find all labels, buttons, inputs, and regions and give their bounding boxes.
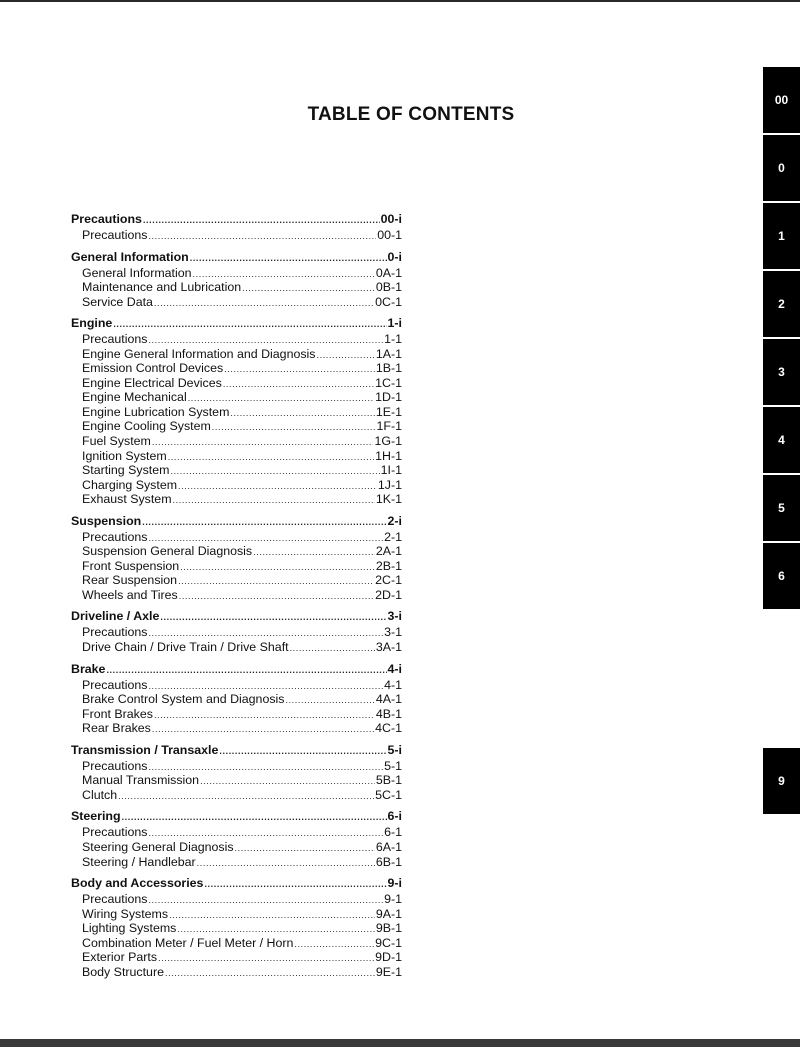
- entry-title: Brake Control System and Diagnosis: [82, 692, 285, 707]
- toc-entry[interactable]: [71, 950, 402, 965]
- dot-leader: [113, 317, 386, 332]
- entry-page-number: 2B-1: [375, 558, 402, 573]
- entry-page-number: 1J-1: [377, 477, 402, 492]
- entry-title: Emission Control Devices: [82, 361, 224, 376]
- entry-page-number: 4B-1: [375, 706, 402, 721]
- toc-entry[interactable]: [71, 463, 402, 478]
- dot-leader: [178, 479, 377, 494]
- entry-page-number: 9B-1: [375, 921, 402, 936]
- section-tab-00[interactable]: 00: [763, 67, 800, 133]
- section-page-number: 4-i: [387, 661, 402, 676]
- toc-entry[interactable]: [71, 332, 402, 347]
- entry-page-number: 1E-1: [375, 404, 402, 419]
- section-tab-3[interactable]: 3: [763, 339, 800, 405]
- entry-page-number: 9C-1: [375, 935, 402, 950]
- toc-entry[interactable]: [71, 825, 402, 840]
- entry-page-number: 1A-1: [375, 346, 402, 361]
- entry-title: Precautions: [82, 529, 148, 544]
- toc-entry[interactable]: [71, 892, 402, 907]
- toc-section-heading[interactable]: [71, 316, 402, 331]
- entry-page-number: 3-1: [384, 625, 402, 640]
- toc-entry[interactable]: [71, 707, 402, 722]
- entry-page-number: 2-1: [384, 529, 402, 544]
- entry-page-number: 9E-1: [375, 964, 402, 979]
- toc-entry[interactable]: [71, 965, 402, 980]
- entry-title: Engine Mechanical: [82, 390, 187, 405]
- entry-title: Suspension General Diagnosis: [82, 544, 253, 559]
- toc-entry[interactable]: [71, 855, 402, 870]
- entry-page-number: 2A-1: [375, 544, 402, 559]
- toc-section-heading[interactable]: [71, 250, 402, 265]
- dot-leader: [180, 560, 375, 575]
- entry-page-number: 6B-1: [375, 854, 402, 869]
- dot-leader: [148, 679, 383, 694]
- dot-leader: [154, 296, 374, 311]
- entry-title: Wheels and Tires: [82, 587, 178, 602]
- entry-page-number: 1K-1: [375, 492, 402, 507]
- entry-title: Manual Transmission: [82, 773, 200, 788]
- dot-leader: [168, 450, 374, 465]
- section-tab-0[interactable]: 0: [763, 135, 800, 201]
- toc-entry[interactable]: [71, 266, 402, 281]
- section-page-number: 6-i: [387, 809, 402, 824]
- section-title: Brake: [71, 661, 106, 676]
- section-title: Engine: [71, 316, 113, 331]
- toc-entry[interactable]: [71, 588, 402, 603]
- section-page-number: 9-i: [387, 876, 402, 891]
- dot-leader: [152, 435, 374, 450]
- toc-entry[interactable]: [71, 640, 402, 655]
- section-tab-4[interactable]: 4: [763, 407, 800, 473]
- dot-leader: [230, 406, 374, 421]
- entry-page-number: 9D-1: [375, 950, 402, 965]
- toc-entry[interactable]: [71, 347, 402, 362]
- dot-leader: [235, 841, 375, 856]
- dot-leader: [204, 877, 386, 892]
- entry-title: Rear Suspension: [82, 573, 178, 588]
- entry-title: Precautions: [82, 332, 148, 347]
- entry-title: Precautions: [82, 892, 148, 907]
- section-title: Precautions: [71, 212, 142, 226]
- dot-leader: [148, 893, 383, 908]
- section-page-number: 2-i: [387, 513, 402, 528]
- entry-title: Service Data: [82, 294, 153, 309]
- toc-section-body-and-accessories: [71, 876, 402, 979]
- toc-section-engine: [71, 316, 402, 507]
- entry-title: Engine Lubrication System: [82, 404, 230, 419]
- dot-leader: [142, 515, 386, 530]
- entry-title: Starting System: [82, 463, 170, 478]
- entry-page-number: 0A-1: [375, 265, 402, 280]
- toc-entry[interactable]: [71, 492, 402, 507]
- entry-page-number: 1H-1: [375, 448, 402, 463]
- entry-page-number: 2C-1: [375, 573, 402, 588]
- entry-title: Steering General Diagnosis: [82, 839, 234, 854]
- toc-section-heading[interactable]: [71, 809, 402, 824]
- dot-leader: [188, 391, 374, 406]
- bottom-border: [0, 1039, 800, 1047]
- dot-leader: [224, 362, 375, 377]
- toc-entry[interactable]: [71, 478, 402, 493]
- dot-leader: [193, 267, 375, 282]
- entry-page-number: 5C-1: [375, 787, 402, 802]
- entry-title: Combination Meter / Fuel Meter / Horn: [82, 935, 294, 950]
- entry-title: Front Suspension: [82, 558, 180, 573]
- dot-leader: [122, 810, 387, 825]
- section-tab-1[interactable]: 1: [763, 203, 800, 269]
- toc-section-heading[interactable]: [71, 514, 402, 529]
- toc-entry[interactable]: [71, 573, 402, 588]
- entry-page-number: 4-1: [384, 677, 402, 692]
- dot-leader: [197, 856, 375, 871]
- dot-leader: [154, 708, 375, 723]
- toc-entry[interactable]: [71, 419, 402, 434]
- dot-leader: [190, 251, 387, 266]
- page-title: TABLE OF CONTENTS: [307, 104, 515, 125]
- dot-leader: [200, 774, 375, 789]
- dot-leader: [177, 922, 374, 937]
- toc-section-precautions: [71, 212, 402, 243]
- dot-leader: [148, 760, 383, 775]
- dot-leader: [106, 663, 386, 678]
- toc-section-transmission-transaxle: [71, 743, 402, 803]
- entry-title: Precautions: [82, 228, 148, 242]
- entry-title: Precautions: [82, 625, 148, 640]
- section-page-number: 1-i: [387, 316, 402, 331]
- toc-entry[interactable]: [71, 721, 402, 736]
- entry-page-number: 2D-1: [375, 587, 402, 602]
- entry-title: Drive Chain / Drive Train / Drive Shaft: [82, 640, 289, 655]
- entry-page-number: 6A-1: [375, 839, 402, 854]
- dot-leader: [290, 641, 375, 656]
- toc-section-steering: [71, 809, 402, 869]
- entry-title: Exterior Parts: [82, 950, 158, 965]
- entry-page-number: 1B-1: [375, 361, 402, 376]
- section-title: Suspension: [71, 513, 142, 528]
- toc-entry[interactable]: [71, 228, 402, 243]
- toc-section-heading[interactable]: [71, 876, 402, 891]
- dot-leader: [242, 281, 375, 296]
- toc-entry[interactable]: [71, 405, 402, 420]
- entry-page-number: 00-1: [377, 228, 402, 242]
- entry-title: Front Brakes: [82, 706, 153, 721]
- toc-entry[interactable]: [71, 773, 402, 788]
- toc-entry[interactable]: [71, 280, 402, 295]
- dot-leader: [178, 574, 374, 589]
- toc-entry[interactable]: [71, 361, 402, 376]
- entry-title: Engine Electrical Devices: [82, 375, 222, 390]
- dot-leader: [148, 826, 383, 841]
- entry-title: General Information: [82, 265, 192, 280]
- entry-page-number: 1G-1: [374, 434, 402, 449]
- toc-section-heading[interactable]: [71, 609, 402, 624]
- entry-page-number: 5B-1: [375, 773, 402, 788]
- section-title: Driveline / Axle: [71, 609, 160, 624]
- entry-title: Exhaust System: [82, 492, 172, 507]
- toc-section-heading[interactable]: [71, 212, 402, 227]
- entry-title: Rear Brakes: [82, 721, 151, 736]
- entry-page-number: 4A-1: [375, 692, 402, 707]
- entry-page-number: 1F-1: [376, 419, 402, 434]
- toc-section-heading[interactable]: [71, 662, 402, 677]
- entry-title: Clutch: [82, 787, 118, 802]
- dot-leader: [143, 213, 380, 228]
- toc-entry[interactable]: [71, 788, 402, 803]
- toc-entry[interactable]: [71, 936, 402, 951]
- section-title: Body and Accessories: [71, 876, 204, 891]
- dot-leader: [148, 531, 383, 546]
- section-title: General Information: [71, 249, 189, 264]
- entry-page-number: 4C-1: [375, 721, 402, 736]
- toc-entry[interactable]: [71, 678, 402, 693]
- entry-title: Lighting Systems: [82, 921, 177, 936]
- section-tab-6[interactable]: 6: [763, 543, 800, 609]
- toc-section-heading[interactable]: [71, 743, 402, 758]
- entry-page-number: 0C-1: [375, 294, 402, 309]
- dot-leader: [173, 493, 375, 508]
- dot-leader: [148, 333, 383, 348]
- dot-leader: [152, 722, 374, 737]
- entry-title: Engine Cooling System: [82, 419, 211, 434]
- toc-section-brake: [71, 662, 402, 736]
- section-page-number: 3-i: [387, 609, 402, 624]
- toc-entry[interactable]: [71, 295, 402, 310]
- dot-leader: [158, 951, 374, 966]
- entry-page-number: 1I-1: [380, 463, 402, 478]
- dot-leader: [212, 420, 376, 435]
- dot-leader: [148, 626, 383, 641]
- toc-entry[interactable]: [71, 921, 402, 936]
- toc-entry[interactable]: [71, 840, 402, 855]
- toc-entry[interactable]: [71, 376, 402, 391]
- toc-entry[interactable]: [71, 559, 402, 574]
- entry-page-number: 3A-1: [375, 640, 402, 655]
- dot-leader: [294, 937, 374, 952]
- entry-title: Wiring Systems: [82, 906, 169, 921]
- top-border: [0, 0, 800, 2]
- dot-leader: [253, 545, 375, 560]
- section-tab-9[interactable]: 9: [763, 748, 800, 814]
- toc-entry[interactable]: [71, 692, 402, 707]
- toc-entry[interactable]: [71, 544, 402, 559]
- entry-page-number: 1D-1: [375, 390, 402, 405]
- toc-section-driveline-axle: [71, 609, 402, 654]
- toc-entry[interactable]: [71, 907, 402, 922]
- entry-title: Maintenance and Lubrication: [82, 280, 242, 295]
- dot-leader: [170, 464, 379, 479]
- entry-page-number: 9-1: [384, 892, 402, 907]
- section-title: Steering: [71, 809, 121, 824]
- section-page-number: 0-i: [387, 249, 402, 264]
- section-title: Transmission / Transaxle: [71, 742, 219, 757]
- entry-page-number: 6-1: [384, 825, 402, 840]
- section-page-number: 00-i: [380, 212, 402, 226]
- dot-leader: [317, 348, 375, 363]
- toc-entry[interactable]: [71, 759, 402, 774]
- entry-title: Body Structure: [82, 964, 164, 979]
- entry-title: Ignition System: [82, 448, 167, 463]
- entry-page-number: 5-1: [384, 758, 402, 773]
- toc-entry[interactable]: [71, 434, 402, 449]
- section-tab-5[interactable]: 5: [763, 475, 800, 541]
- section-tab-2[interactable]: 2: [763, 271, 800, 337]
- table-of-contents: [71, 212, 402, 986]
- entry-title: Steering / Handlebar: [82, 854, 196, 869]
- dot-leader: [219, 744, 386, 759]
- entry-title: Precautions: [82, 758, 148, 773]
- entry-page-number: 1-1: [384, 332, 402, 347]
- entry-title: Engine General Information and Diagnosis: [82, 346, 316, 361]
- entry-title: Precautions: [82, 825, 148, 840]
- toc-entry[interactable]: [71, 449, 402, 464]
- dot-leader: [148, 229, 376, 244]
- dot-leader: [285, 693, 374, 708]
- dot-leader: [165, 966, 375, 981]
- entry-title: Precautions: [82, 677, 148, 692]
- entry-page-number: 9A-1: [375, 906, 402, 921]
- entry-title: Charging System: [82, 477, 178, 492]
- dot-leader: [169, 908, 375, 923]
- toc-entry[interactable]: [71, 625, 402, 640]
- dot-leader: [118, 789, 374, 804]
- toc-entry[interactable]: [71, 530, 402, 545]
- toc-entry[interactable]: [71, 390, 402, 405]
- dot-leader: [160, 610, 386, 625]
- dot-leader: [223, 377, 374, 392]
- dot-leader: [179, 589, 374, 604]
- section-page-number: 5-i: [387, 742, 402, 757]
- toc-section-general-information: [71, 250, 402, 310]
- entry-page-number: 1C-1: [375, 375, 402, 390]
- entry-title: Fuel System: [82, 434, 151, 449]
- entry-page-number: 0B-1: [375, 280, 402, 295]
- toc-section-suspension: [71, 514, 402, 603]
